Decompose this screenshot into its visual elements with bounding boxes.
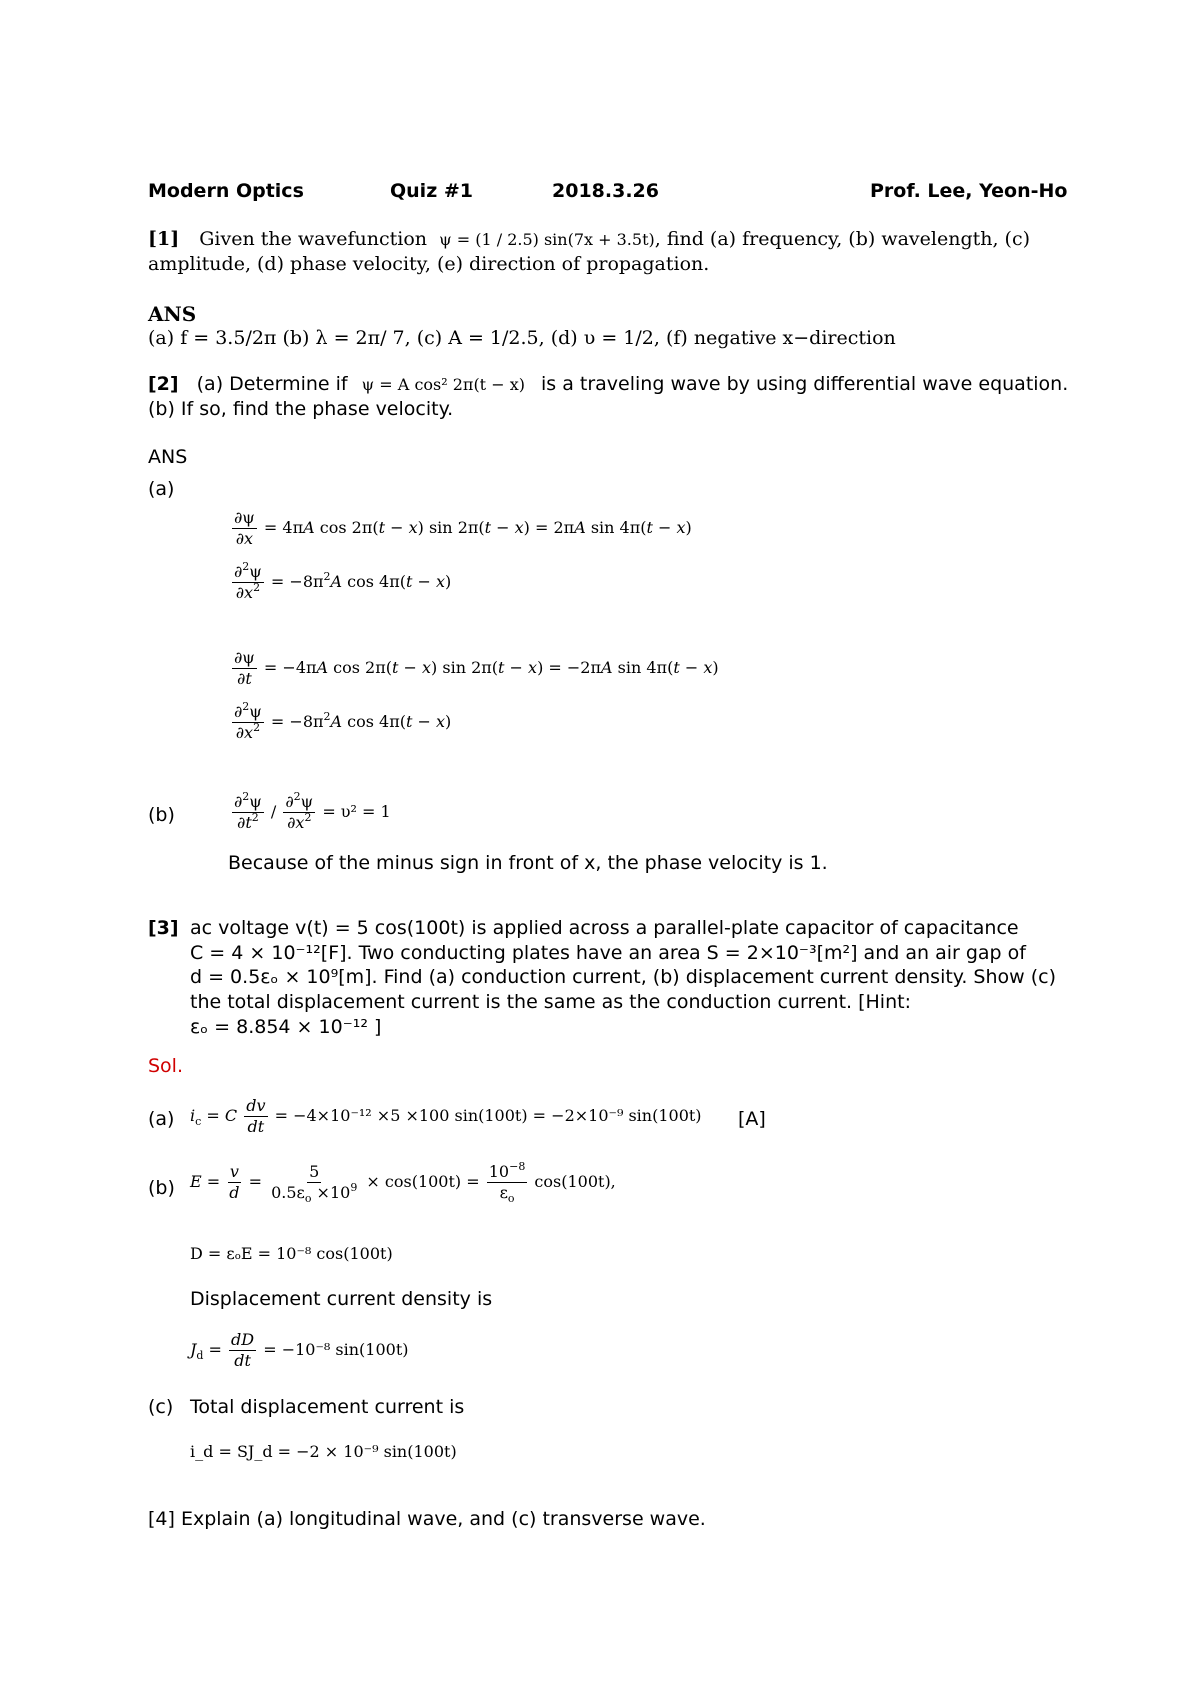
q3-line-3: d = 0.5εₒ × 10⁹[m]. Find (a) conduction current, (b) displacement current density. Show (c) — [190, 966, 1057, 988]
q1-ans-label: ANS — [148, 302, 197, 326]
question-4: [4] Explain (a) longitudinal wave, and (c) transverse wave. — [148, 1508, 706, 1530]
q3-part-a-unit: [A] — [738, 1108, 766, 1130]
quiz-number: Quiz #1 — [390, 180, 474, 202]
question-1 — [148, 228, 1058, 250]
quiz-date: 2018.3.26 — [552, 180, 659, 202]
eq-dpsi-dx: $\frac{\partial\psi}{\partial x}$ = 4πA cos 2π(t − x) sin 2π(t − x) = 2πA sin 4π(t − x) — [234, 508, 692, 548]
question-2 — [148, 373, 1068, 395]
q2-number: [2] — [148, 373, 179, 395]
eq-d2psi-dt2: $\frac{\partial^2\psi}{\partial x^2}$ = $-8\pi^2A$ cos 4π(t − x) — [234, 700, 452, 742]
q2-formula: ψ = A cos² 2π(t − x) — [361, 375, 525, 394]
q2-text-b: is a traveling wave by using differential wave equation. — [541, 373, 1069, 395]
eq-velocity-rhs: = υ² = 1 — [322, 802, 391, 821]
q2-ans-label: ANS — [148, 446, 188, 468]
eq-electric-field: E = $\frac{v}{d}$ = $\frac{5}{0.5\varepsilon_o \times 10^9}$ × cos(100t) = $\frac{10^{-8}}{\varepsilon_o}$ cos(100t), — [190, 1160, 616, 1205]
q3-line-1: ac voltage v(t) = 5 cos(100t) is applied across a parallel-plate capacitor of capacitance — [190, 917, 1019, 939]
q1-formula: ψ = (1 / 2.5) sin(7x + 3.5t) — [439, 230, 655, 249]
q3-line-2: C = 4 × 10⁻¹²[F]. Two conducting plates have an area S = 2×10⁻³[m²] and an air gap of — [190, 942, 1026, 964]
eq-efield-cos2: cos(100t), — [534, 1172, 616, 1191]
q3-line-4: the total displacement current is the same as the conduction current. [Hint: — [190, 991, 911, 1013]
q2-conclusion: Because of the minus sign in front of x, the phase velocity is 1. — [228, 852, 828, 874]
q3-part-c-label: (c) — [148, 1396, 174, 1418]
eq-displacement-field: D = εₒE = 10⁻⁸ cos(100t) — [190, 1244, 393, 1263]
q3-number: [3] — [148, 917, 179, 939]
q1-answer: (a) f = 3.5/2π (b) λ = 2π/ 7, (c) A = 1/2.5, (d) υ = 1/2, (f) negative x−direction — [148, 327, 896, 349]
eq-dpsi-dt: $\frac{\partial\psi}{\partial t}$ = −4πA cos 2π(t − x) sin 2π(t − x) = −2πA sin 4π(t − x) — [234, 648, 719, 688]
q2-part-b-label: (b) — [148, 804, 175, 826]
professor-name: Prof. Lee, Yeon-Ho — [870, 180, 1068, 202]
eq-current-density-rhs: = −10⁻⁸ sin(100t) — [263, 1340, 409, 1359]
q2-part-a-label: (a) — [148, 478, 175, 500]
q1-text-b: , find (a) frequency, (b) wavelength, (c) — [654, 228, 1031, 250]
q3-density-text: Displacement current density is — [190, 1288, 493, 1310]
q1-text-a: Given the wavefunction — [199, 228, 428, 250]
eq-current-density: $J_d$ = $\frac{dD}{dt}$ = −10⁻⁸ sin(100t) — [190, 1330, 409, 1370]
eq-conduction-rhs: = −4×10⁻¹² ×5 ×100 sin(100t) = −2×10⁻⁹ sin(100t) — [274, 1106, 702, 1125]
eq-efield-cos1: × cos(100t) = — [366, 1172, 480, 1191]
q2-text-a: (a) Determine if — [196, 373, 348, 395]
q1-number: [1] — [148, 228, 180, 250]
q3-sol-label: Sol. — [148, 1055, 184, 1077]
eq-d2psi-dx2: $\frac{\partial^2\psi}{\partial x^2}$ = $-8\pi^2A$ cos 4π(t − x) — [234, 560, 452, 602]
q2-text-c: (b) If so, find the phase velocity. — [148, 398, 454, 420]
q3-line-5: εₒ = 8.854 × 10⁻¹² ] — [190, 1016, 382, 1038]
eq-conduction-current: $i_c = C$ $\frac{dv}{dt}$ = −4×10⁻¹² ×5 ×100 sin(100t) = −2×10⁻⁹ sin(100t) — [190, 1096, 702, 1136]
q3-part-b-label: (b) — [148, 1177, 175, 1199]
q3-part-c-text: Total displacement current is — [190, 1396, 465, 1418]
eq-velocity: $\frac{\partial^2\psi}{\partial t^2}$ / $\frac{\partial^2\psi}{\partial x^2}$ = υ² = 1 — [234, 790, 391, 832]
q3-part-a-label: (a) — [148, 1108, 175, 1130]
q1-text-c: amplitude, (d) phase velocity, (e) direction of propagation. — [148, 253, 710, 275]
course-title: Modern Optics — [148, 180, 304, 202]
eq-total-displacement-current: i_d = SJ_d = −2 × 10⁻⁹ sin(100t) — [190, 1442, 457, 1461]
